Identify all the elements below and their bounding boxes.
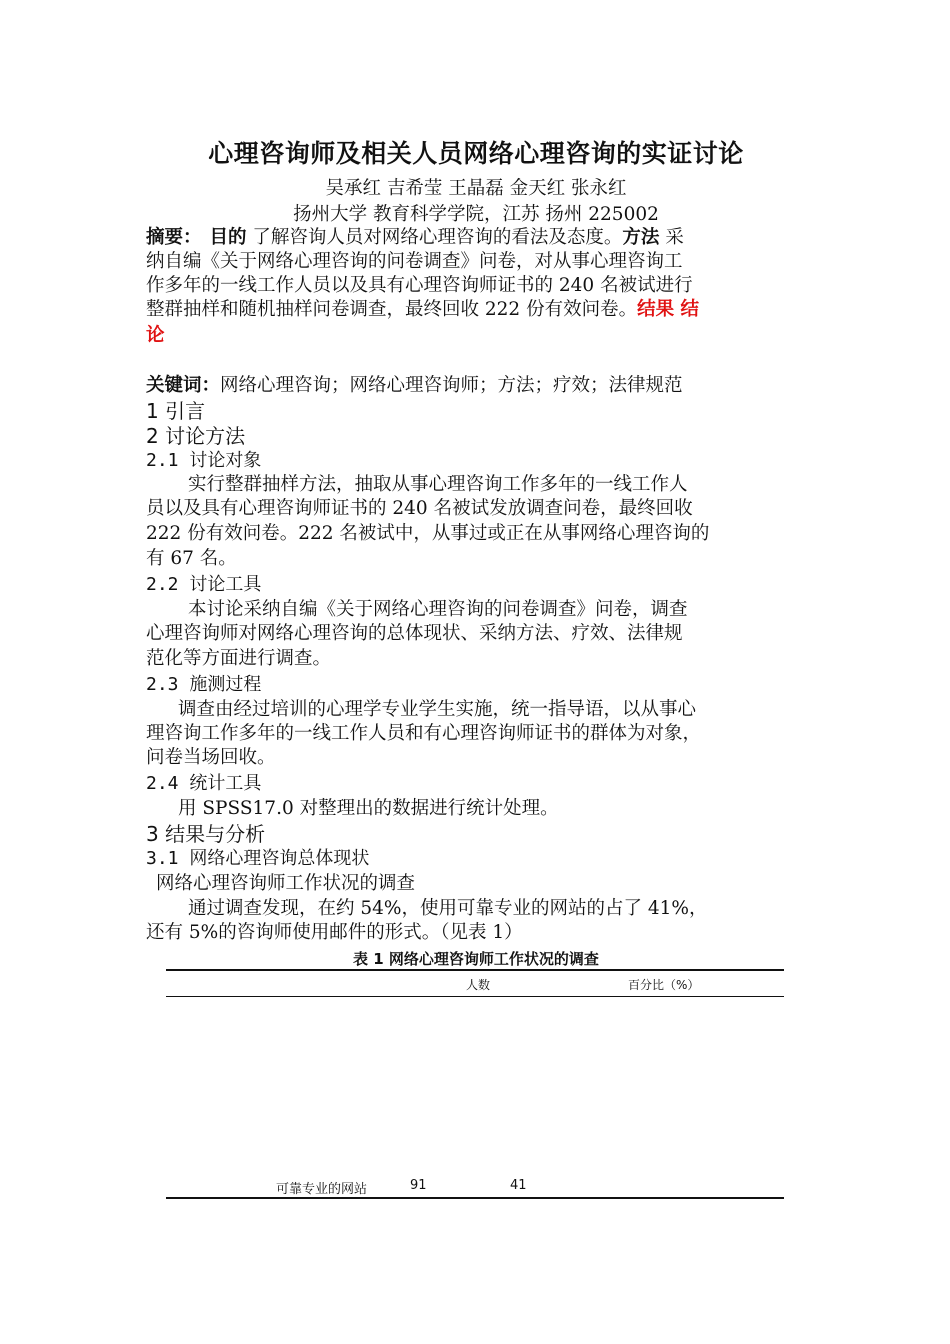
section-3-heading: 3 结果与分析	[146, 822, 266, 846]
section-2-3-heading: 2.3 施测过程	[146, 674, 262, 695]
table-caption: 表 1 网络心理咨询师工作状况的调查	[353, 950, 599, 968]
authors: 吴承红 吉希莹 王晶磊 金天红 张永红	[325, 178, 627, 199]
abstract-line-4-text: 整群抽样和随机抽样问卷调查，最终回收 222 份有效问卷。	[146, 299, 638, 320]
table-row-percent: 41	[510, 1178, 527, 1193]
abstract-line-2: 纳自编《关于网络心理咨询的问卷调查》问卷，对从事心理咨询工	[146, 251, 683, 272]
section-2-4-heading: 2.4 统计工具	[146, 773, 262, 794]
table-row-count: 91	[410, 1178, 427, 1193]
abstract-line-3: 作多年的一线工作人员以及具有心理咨询师证书的 240 名被试进行	[146, 275, 693, 296]
keywords-text: 网络心理咨询；网络心理咨询师；方法；疗效；法律规范	[220, 375, 683, 396]
abstract-line-1	[146, 226, 684, 250]
results-label: 结果 结	[637, 299, 700, 320]
para-2-1-line-3: 222 份有效问卷。222 名被试中，从事过或正在从事网络心理咨询的	[146, 523, 710, 544]
purpose-label: 目的	[209, 227, 247, 248]
results-label-cont: 论	[146, 325, 165, 346]
purpose-text: 了解咨询人员对网络心理咨询的看法及态度。	[246, 227, 623, 248]
para-2-3-line-2: 理咨询工作多年的一线工作人员和有心理咨询师证书的群体为对象，	[146, 723, 702, 744]
para-2-3-line-1: 调查由经过培训的心理学专业学生实施，统一指导语，以从事心	[178, 699, 697, 720]
table-row-label: 可靠专业的网站	[276, 1182, 368, 1197]
para-3-1-line-2: 还有 5%的咨询师使用邮件的形式。（见表 1）	[146, 922, 523, 943]
abstract-label: 摘要：	[146, 227, 202, 248]
affiliation: 扬州大学 教育科学学院，江苏 扬州 225002	[293, 204, 659, 225]
para-2-4-line-1: 用 SPSS17.0 对整理出的数据进行统计处理。	[178, 798, 559, 819]
para-2-2-line-2: 心理咨询师对网络心理咨询的总体现状、采纳方法、疗效、法律规	[146, 623, 683, 644]
para-2-1-line-2: 员以及具有心理咨询师证书的 240 名被试发放调查问卷，最终回收	[146, 498, 693, 519]
keywords-label: 关键词：	[146, 375, 221, 396]
para-2-2-line-3: 范化等方面进行调查。	[146, 648, 332, 669]
section-2-2-heading: 2.2 讨论工具	[146, 574, 262, 595]
subsection-3-1-title: 网络心理咨询师工作状况的调查	[156, 873, 416, 894]
para-3-1-line-1: 通过调查发现，在约 54%，使用可靠专业的网站的占了 41%，	[188, 898, 708, 919]
section-1-heading: 1 引言	[146, 399, 206, 423]
section-2-heading: 2 讨论方法	[146, 424, 246, 448]
section-2-1-heading: 2.1 讨论对象	[146, 450, 262, 471]
keywords	[146, 374, 683, 398]
para-2-1-line-4: 有 67 名。	[146, 548, 237, 569]
abstract-line-4	[146, 298, 699, 322]
para-2-3-line-3: 问卷当场回收。	[146, 747, 276, 768]
para-2-2-line-1: 本讨论采纳自编《关于网络心理咨询的问卷调查》问卷，调查	[188, 599, 688, 620]
method-label: 方法	[622, 227, 660, 248]
table-top-rule	[166, 969, 784, 971]
table-header-rule	[166, 996, 784, 997]
table-header-percent: 百分比（%）	[628, 978, 700, 992]
method-text: 采	[659, 227, 684, 248]
para-2-1-line-1: 实行整群抽样方法，抽取从事心理咨询工作多年的一线工作人	[188, 474, 688, 495]
table-bottom-rule	[166, 1197, 784, 1199]
section-3-1-heading: 3.1 网络心理咨询总体现状	[146, 848, 370, 869]
paper-title: 心理咨询师及相关人员网络心理咨询的实证讨论	[208, 139, 744, 168]
table-header-count: 人数	[466, 978, 491, 992]
